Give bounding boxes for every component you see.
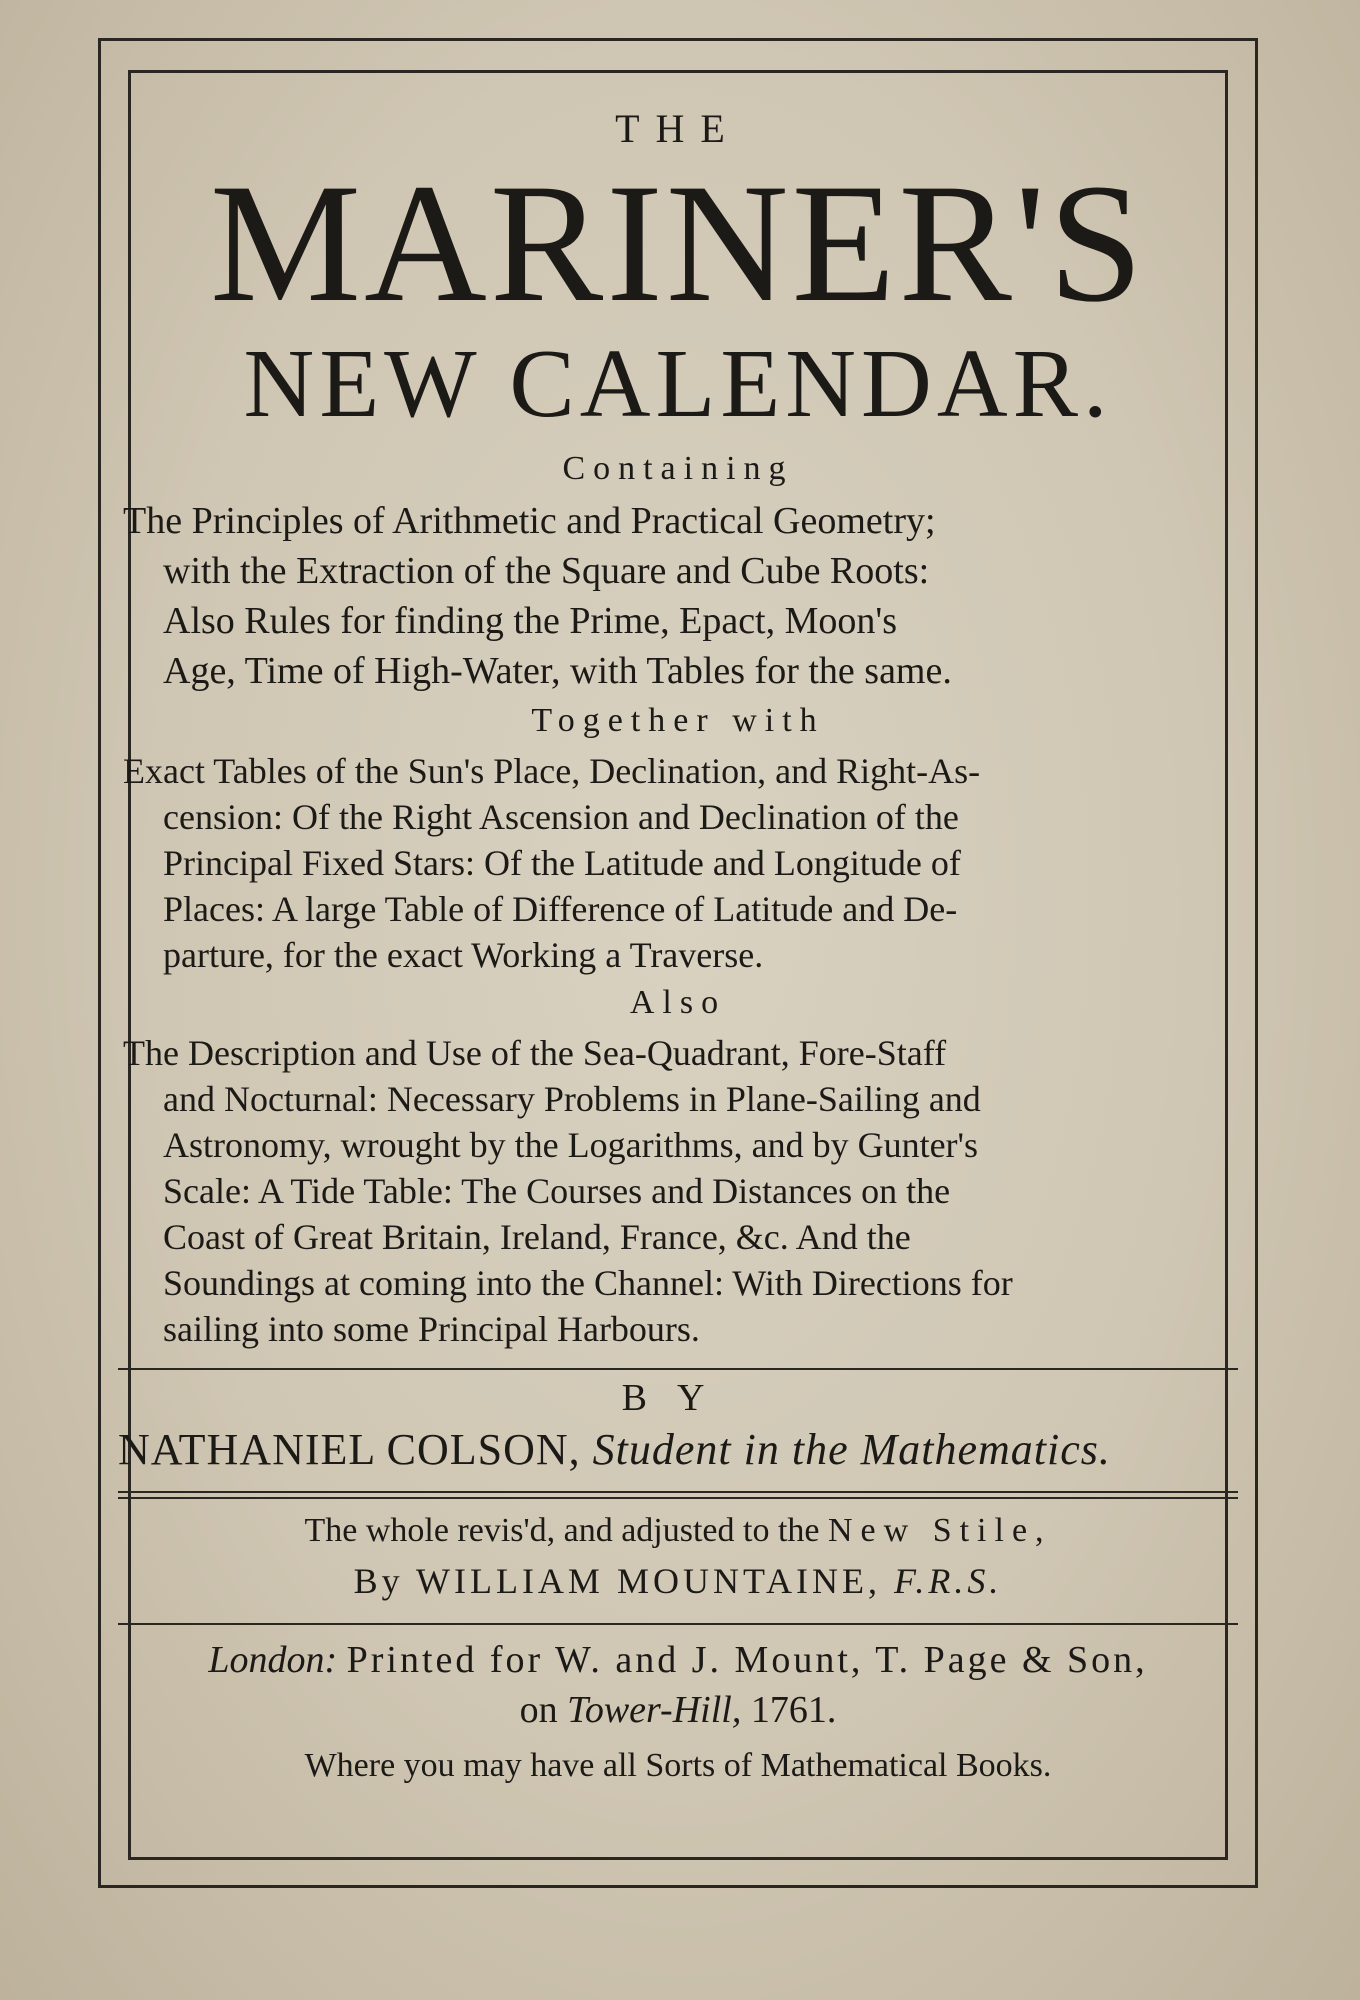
- revision-line: [118, 1507, 1238, 1555]
- revision-text: The whole revis'd, and adjusted to the: [304, 1512, 820, 1549]
- by-heading: BY: [621, 1377, 735, 1419]
- main-title: MARINER'S: [209, 149, 1147, 337]
- divider-double-rule: [118, 1491, 1238, 1499]
- reviser-name: WILLIAM MOUNTAINE,: [416, 1561, 882, 1601]
- reviser-by: By: [353, 1561, 404, 1601]
- contents-line: The Description and Use of the Sea-Quadrant, Fore-Staff: [123, 1033, 947, 1073]
- contents-line: sailing into some Principal Harbours.: [163, 1309, 700, 1349]
- imprint-place: Tower-Hill,: [567, 1689, 742, 1731]
- reviser-line: [118, 1555, 1238, 1607]
- imprint-printer: Printed for W. and J. Mount, T. Page & Son,: [346, 1639, 1148, 1681]
- contents-line: Places: A large Table of Difference of Latitude and De-: [163, 889, 958, 929]
- contents-paragraph-2: [123, 748, 1233, 978]
- title-article: THE: [615, 106, 741, 151]
- contents-line: and Nocturnal: Necessary Problems in Plane-Sailing and: [163, 1079, 981, 1119]
- contents-line: parture, for the exact Working a Traverse.: [163, 935, 764, 975]
- imprint-year: 1761.: [750, 1689, 837, 1731]
- author-title: Student in the Mathematics.: [592, 1425, 1111, 1474]
- contents-line: Also Rules for finding the Prime, Epact, Moon's: [163, 600, 898, 642]
- author-name: NATHANIEL COLSON,: [118, 1425, 581, 1474]
- imprint: [118, 1635, 1238, 1735]
- imprint-line-2: [118, 1685, 1238, 1735]
- title-page-content: [118, 105, 1238, 1791]
- imprint-line-1: [118, 1635, 1238, 1685]
- contents-line: Soundings at coming into the Channel: With Directions for: [163, 1263, 1013, 1303]
- imprint-on: on: [519, 1689, 558, 1731]
- divider-rule: [118, 1368, 1238, 1370]
- contents-line: Exact Tables of the Sun's Place, Declination, and Right-As-: [123, 751, 981, 791]
- contents-line: Scale: A Tide Table: The Courses and Distances on the: [163, 1171, 951, 1211]
- contents-line: Coast of Great Britain, Ireland, France, &c. And the: [163, 1217, 911, 1257]
- contents-line: The Principles of Arithmetic and Practical Geometry;: [123, 500, 936, 542]
- also-heading: Also: [629, 984, 727, 1021]
- contents-line: Age, Time of High-Water, with Tables for the same.: [163, 650, 952, 692]
- bookseller-note: Where you may have all Sorts of Mathematical Books.: [304, 1747, 1052, 1784]
- divider-rule: [118, 1623, 1238, 1625]
- imprint-city: London:: [208, 1639, 338, 1681]
- subtitle: NEW CALENDAR.: [243, 330, 1113, 438]
- reviser-title: F.R.S.: [894, 1561, 1003, 1601]
- contents-line: Principal Fixed Stars: Of the Latitude and Longitude of: [163, 843, 961, 883]
- contents-paragraph-1: [123, 496, 1233, 696]
- contents-line: Astronomy, wrought by the Logarithms, and by Gunter's: [163, 1125, 979, 1165]
- together-with-heading: Together with: [531, 702, 825, 739]
- contents-line: cension: Of the Right Ascension and Declination of the: [163, 797, 959, 837]
- contents-line: with the Extraction of the Square and Cube Roots:: [163, 550, 930, 592]
- author-line: [118, 1424, 1238, 1475]
- containing-heading: Containing: [562, 450, 794, 487]
- contents-paragraph-3: [123, 1030, 1233, 1352]
- new-stile-text: New Stile,: [828, 1512, 1052, 1549]
